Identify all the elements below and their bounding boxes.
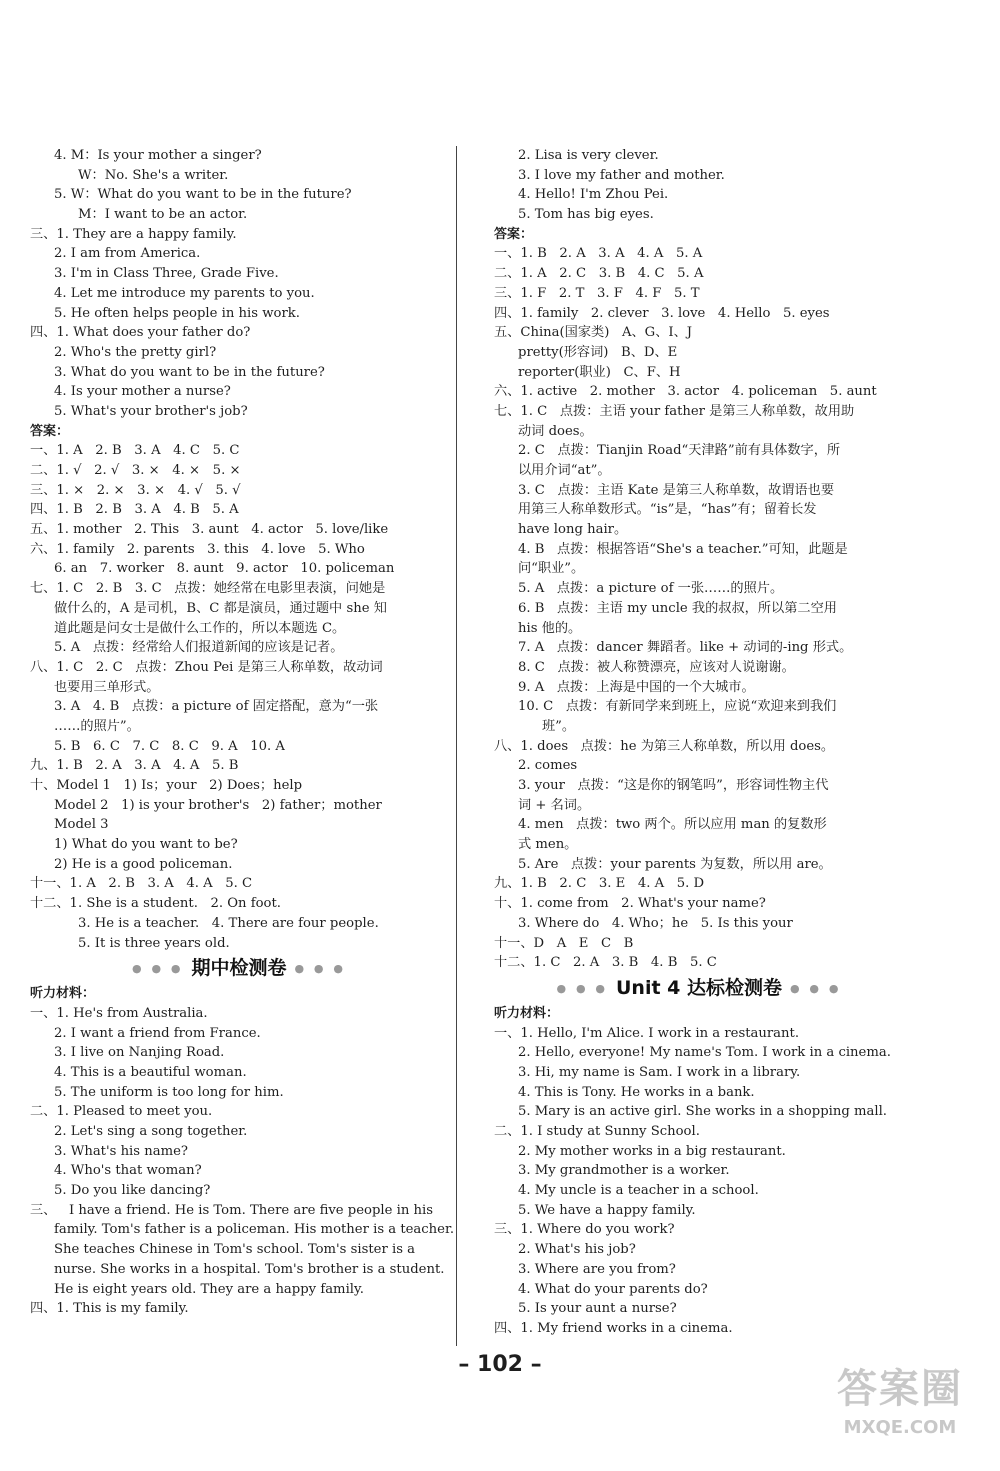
text-line: 也要用三单形式。 <box>54 679 160 695</box>
text-line: ……的照片”。 <box>54 718 140 734</box>
text-line: 一、1. He's from Australia. <box>30 1005 208 1021</box>
text-line: 8. C 点拨：被人称赞漂亮，应该对人说谢谢。 <box>518 659 795 675</box>
column-divider <box>456 146 457 1346</box>
text-line: 4. My uncle is a teacher in a school. <box>518 1183 759 1199</box>
text-line: 6. an 7. worker 8. aunt 9. actor 10. policeman <box>54 561 395 577</box>
text-line: 二、1. I study at Sunny School. <box>494 1124 700 1139</box>
text-line: 4. Let me introduce my parents to you. <box>54 285 315 301</box>
text-line: She teaches Chinese in Tom's school. Tom's sister is a <box>54 1242 416 1258</box>
text-line: 十、1. come from 2. What's your name? <box>494 896 766 912</box>
text-line: 三、1. Where do you work? <box>494 1222 675 1238</box>
text-line: 4. B 点拨：根据答语“She's a teacher.”可知，此题是 <box>518 541 848 557</box>
text-line: 四、1. B 2. B 3. A 4. B 5. A <box>30 502 239 518</box>
text-line: 2. I am from America. <box>54 246 201 262</box>
text-line: 7. A 点拨：dancer 舞蹈者。like + 动词的-ing 形式。 <box>518 640 853 656</box>
text-line: 5. B 6. C 7. C 8. C 9. A 10. A <box>54 738 285 754</box>
text-line: 词 + 名词。 <box>518 797 591 813</box>
text-line: 2. Who's the pretty girl? <box>54 344 217 360</box>
text-line: 六、1. family 2. parents 3. this 4. love 5. Who <box>30 541 365 557</box>
text-line: reporter(职业) C、F、H <box>518 364 681 380</box>
text-line: 二、1. √ 2. √ 3. × 4. × 5. × <box>30 463 241 478</box>
text-line: 二、1. Pleased to meet you. <box>30 1104 213 1120</box>
section-heading: 听力材料： <box>30 986 96 1002</box>
text-line: 2. My mother works in a big restaurant. <box>518 1143 786 1159</box>
text-line: Model 3 <box>54 817 109 833</box>
text-line: 四、1. This is my family. <box>30 1301 189 1317</box>
text-line: his 他的。 <box>518 620 582 636</box>
text-line: 九、1. B 2. C 3. E 4. A 5. D <box>494 876 705 892</box>
text-line: 3. I love my father and mother. <box>518 167 725 183</box>
text-line: 一、1. B 2. A 3. A 4. A 5. A <box>494 246 703 262</box>
text-line: 三、1. They are a happy family. <box>30 226 237 242</box>
text-line: 3. I'm in Class Three, Grade Five. <box>54 266 279 282</box>
text-line: 4. Who's that woman? <box>54 1163 202 1179</box>
text-line: 2. I want a friend from France. <box>54 1025 261 1041</box>
text-line: 4. This is Tony. He works in a bank. <box>518 1084 755 1100</box>
text-line: He is eight years old. They are a happy family. <box>54 1281 364 1297</box>
text-line: 做什么的，A 是司机，B、C 都是演员，通过题中 she 知 <box>54 600 387 616</box>
text-line: pretty(形容词) B、D、E <box>518 344 678 360</box>
text-line: 3. I live on Nanjing Road. <box>54 1045 225 1061</box>
text-line: 用第三人称单数形式。“is”是，“has”有；留着长发 <box>518 502 817 518</box>
text-line: 班”。 <box>542 718 576 734</box>
text-line: 3. What's his name? <box>54 1143 188 1159</box>
text-line: 3. C 点拨：主语 Kate 是第三人称单数，故谓语也要 <box>518 482 835 498</box>
text-line: 10. C 点拨：有新同学来到班上，应说“欢迎来到我们 <box>518 699 837 715</box>
text-line: 5. Is your aunt a nurse? <box>518 1301 677 1317</box>
decorative-dots: ● ● ● <box>132 962 184 976</box>
text-line: 5. Mary is an active girl. She works in a shopping mall. <box>518 1104 887 1120</box>
text-line: 4. This is a beautiful woman. <box>54 1064 247 1080</box>
section-title-text: 期中检测卷 <box>191 957 287 980</box>
text-line: 4. Hello! I'm Zhou Pei. <box>518 187 669 203</box>
section-title <box>30 955 448 982</box>
text-line: 3. He is a teacher. 4. There are four people. <box>78 915 379 931</box>
text-line: 十二、1. She is a student. 2. On foot. <box>30 896 281 912</box>
text-line: 5. W：What do you want to be in the future? <box>54 187 352 203</box>
text-line: 5. What's your brother's job? <box>54 403 248 419</box>
text-line: 十二、1. C 2. A 3. B 4. B 5. C <box>494 955 717 971</box>
text-line: 九、1. B 2. A 3. A 4. A 5. B <box>30 758 239 774</box>
text-line: 2. Let's sing a song together. <box>54 1124 248 1139</box>
text-line: 5. Tom has big eyes. <box>518 207 654 223</box>
text-line: 二、1. A 2. C 3. B 4. C 5. A <box>494 266 704 282</box>
text-line: 一、1. A 2. B 3. A 4. C 5. C <box>30 443 240 459</box>
watermark-url: MXQE.COM <box>843 1417 957 1438</box>
text-line: 六、1. active 2. mother 3. actor 4. policeman 5. aunt <box>494 384 877 400</box>
text-line: 五、1. mother 2. This 3. aunt 4. actor 5. love/like <box>30 522 389 538</box>
text-line: 四、1. family 2. clever 3. love 4. Hello 5. eyes <box>494 305 830 321</box>
text-line: 3. What do you want to be in the future? <box>54 364 325 380</box>
text-line: 动词 does。 <box>518 423 593 439</box>
text-line: 3. Hi, my name is Sam. I work in a library. <box>518 1064 801 1080</box>
text-line: 七、1. C 2. B 3. C 点拨：她经常在电影里表演，问她是 <box>30 581 386 597</box>
text-line: 3. A 4. B 点拨：a picture of 固定搭配，意为“一张 <box>54 699 379 715</box>
text-line: 4. M：Is your mother a singer? <box>54 148 262 163</box>
text-line: 四、1. What does your father do? <box>30 325 251 341</box>
text-line: 2. Lisa is very clever. <box>518 148 659 163</box>
text-line: 三、1. × 2. × 3. × 4. √ 5. √ <box>30 482 241 498</box>
text-line: 1) What do you want to be? <box>54 837 238 853</box>
decorative-dots: ● ● ● <box>790 981 842 995</box>
text-line: 2. Hello, everyone! My name's Tom. I work in a cinema. <box>518 1045 891 1061</box>
text-line: 八、1. does 点拨：he 为第三人称单数，所以用 does。 <box>494 738 835 754</box>
text-line: nurse. She works in a hospital. Tom's brother is a student. <box>54 1261 445 1277</box>
text-line: 十、Model 1 1) Is；your 2) Does；help <box>30 778 303 793</box>
text-line: 道此题是问女士是做什么工作的，所以本题选 C。 <box>54 620 346 636</box>
text-line: 5. A 点拨：经常给人们报道新闻的应该是记者。 <box>54 640 344 656</box>
text-line: have long hair。 <box>518 522 628 538</box>
text-line: 5. A 点拨：a picture of 一张……的照片。 <box>518 581 784 597</box>
site-watermark <box>830 1361 970 1451</box>
section-title-text: Unit 4 达标检测卷 <box>616 976 782 999</box>
decorative-dots: ● ● ● <box>294 962 346 976</box>
right-column <box>494 146 904 1339</box>
text-line: 式 men。 <box>518 837 578 853</box>
text-line: 一、1. Hello, I'm Alice. I work in a restaurant. <box>494 1025 800 1041</box>
watermark-logo-text: 答案圈 <box>837 1366 963 1412</box>
text-line: 三、1. F 2. T 3. F 4. F 5. T <box>494 285 700 301</box>
text-line: 5. We have a happy family. <box>518 1202 696 1218</box>
section-heading: 答案： <box>30 423 70 439</box>
text-line: 3. Where are you from? <box>518 1261 676 1277</box>
text-line: 4. Is your mother a nurse? <box>54 384 231 400</box>
text-line: 4. men 点拨：two 两个。所以应用 man 的复数形 <box>518 817 827 833</box>
text-line: 2. comes <box>518 758 578 774</box>
decorative-dots: ● ● ● <box>556 981 608 995</box>
text-line: 5. It is three years old. <box>78 935 230 951</box>
text-line: 3. My grandmother is a worker. <box>518 1163 730 1179</box>
text-line: 3. your 点拨：“这是你的钢笔吗”，形容词性物主代 <box>518 778 829 793</box>
text-line: 5. The uniform is too long for him. <box>54 1084 284 1100</box>
text-line: 五、China(国家类) A、G、I、J <box>494 325 693 341</box>
page-number: – 102 – <box>458 1352 542 1377</box>
text-line: M：I want to be an actor. <box>78 207 248 223</box>
text-line: 5. Are 点拨：your parents 为复数，所以用 are。 <box>518 856 832 872</box>
text-line: 问“职业”。 <box>518 561 585 577</box>
left-column <box>30 146 455 1319</box>
text-line: 3. Where do 4. Who；he 5. Is this your <box>518 915 793 931</box>
text-line: 9. A 点拨：上海是中国的一个大城市。 <box>518 679 755 695</box>
text-line: 2. What's his job? <box>518 1242 636 1258</box>
section-heading: 听力材料： <box>494 1005 560 1021</box>
text-line: 5. Do you like dancing? <box>54 1183 211 1199</box>
section-title <box>494 975 904 1002</box>
text-line: 2) He is a good policeman. <box>54 856 233 872</box>
text-line: 6. B 点拨：主语 my uncle 我的叔叔，所以第二空用 <box>518 600 837 616</box>
text-line: Model 2 1) is your brother's 2) father；mother <box>54 797 382 813</box>
text-line: family. Tom's father is a policeman. His mother is a teacher. <box>54 1222 455 1238</box>
text-line: 三、 I have a friend. He is Tom. There are five people in his <box>30 1202 434 1218</box>
text-line: 4. What do your parents do? <box>518 1281 708 1297</box>
text-line: 四、1. My friend works in a cinema. <box>494 1320 733 1336</box>
text-line: 七、1. C 点拨：主语 your father 是第三人称单数，故用助 <box>494 403 855 419</box>
text-line: 十一、1. A 2. B 3. A 4. A 5. C <box>30 876 253 892</box>
section-heading: 答案： <box>494 226 534 242</box>
text-line: 八、1. C 2. C 点拨：Zhou Pei 是第三人称单数，故动词 <box>30 659 383 675</box>
text-line: 5. He often helps people in his work. <box>54 305 300 321</box>
text-line: 十一、D A E C B <box>494 935 634 951</box>
text-line: 2. C 点拨：Tianjin Road“天津路”前有具体数字，所 <box>518 443 841 459</box>
text-line: 以用介词“at”。 <box>518 463 611 478</box>
text-line: W：No. She's a writer. <box>78 167 229 183</box>
